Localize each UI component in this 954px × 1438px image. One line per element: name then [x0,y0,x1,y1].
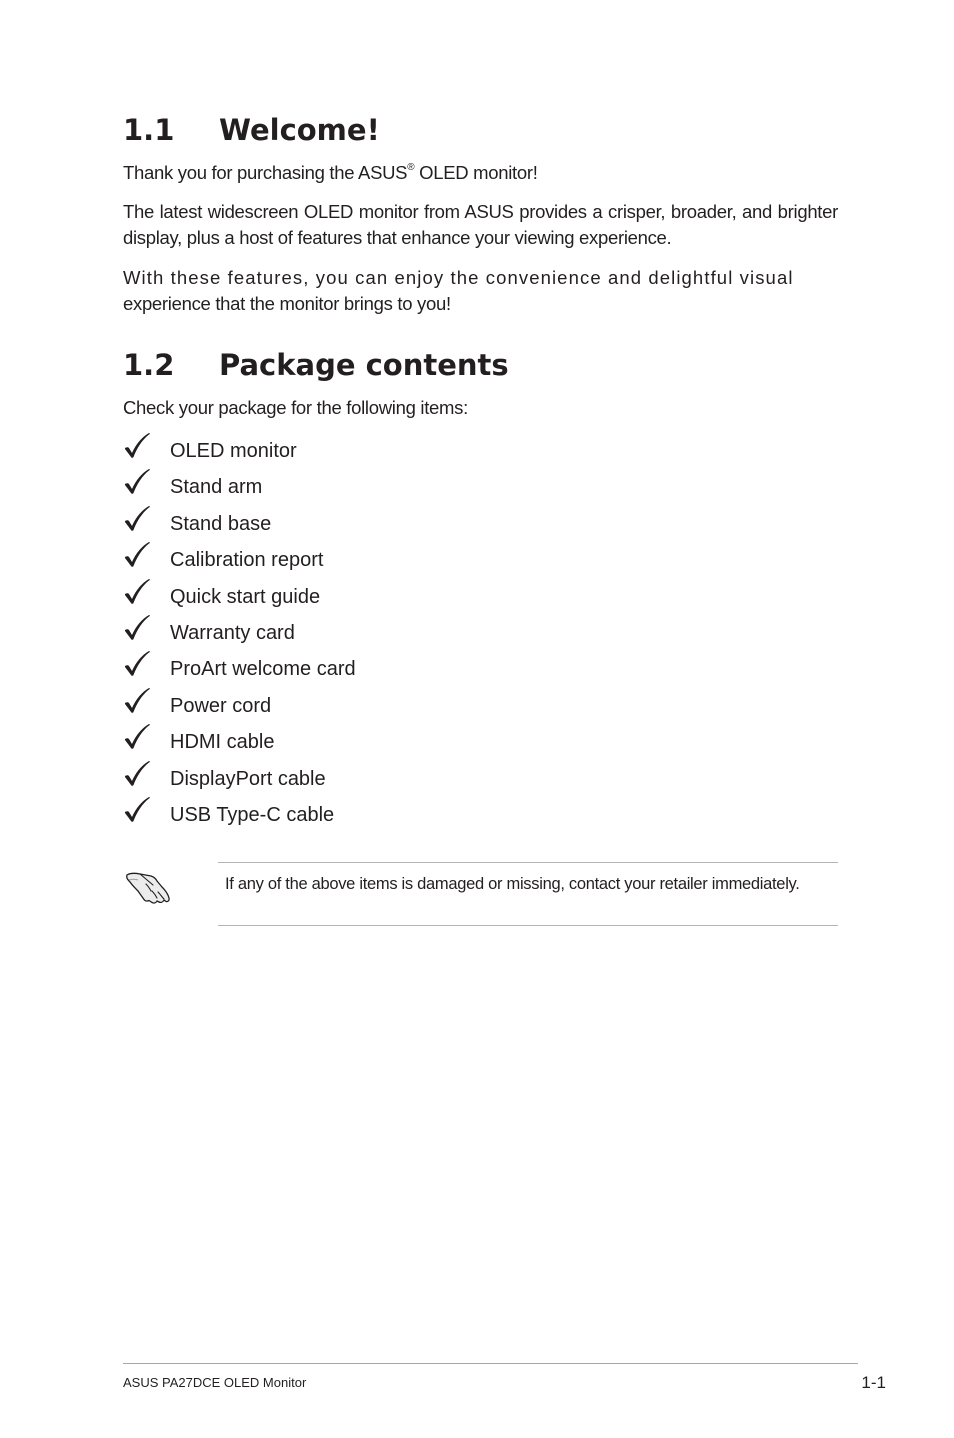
welcome-paragraph-2: The latest widescreen OLED monitor from ASUS provides a crisper, broader, and brighter display, plus a host of features that enhance your viewing experience. [123,201,838,248]
registered-mark: ® [407,161,415,173]
package-item-label: Power cord [170,694,272,717]
text-run: Thank you for purchasing the ASUS [123,162,408,183]
checkmark-icon [123,578,151,606]
checkmark-icon [123,468,151,496]
package-item-label: Quick start guide [170,585,321,608]
checkmark-icon [123,760,151,788]
package-item-label: DisplayPort cable [170,767,326,790]
section-title: Welcome! [219,113,380,147]
paragraph-line: experience that the monitor brings to you! [123,293,451,314]
paragraph-line: With these features, you can enjoy the convenience and delightful visual [123,267,794,288]
package-item-label: Warranty card [170,621,295,644]
welcome-paragraph-3 [123,265,838,317]
welcome-paragraph-1 [123,160,838,186]
pointing-hand-icon [124,866,172,906]
footer-divider [123,1363,858,1364]
package-intro: Check your package for the following items: [123,397,468,418]
section-number: 1.1 [123,113,175,147]
section-heading-welcome [123,112,380,148]
package-item-label: Stand base [170,512,272,535]
checkmark-icon [123,432,151,460]
package-item-label: Calibration report [170,549,324,572]
package-item-label: ProArt welcome card [170,658,356,681]
section-number: 1.2 [123,348,175,382]
checkmark-icon [123,505,151,533]
package-item-label: HDMI cable [170,731,275,754]
checkmark-icon [123,687,151,715]
package-item-label: Stand arm [170,476,263,499]
checkmark-icon [123,650,151,678]
checkmark-icon [123,614,151,642]
footer-product-name: ASUS PA27DCE OLED Monitor [123,1375,307,1390]
text-run: OLED monitor! [414,162,538,183]
package-item-label: USB Type-C cable [170,803,335,826]
checkmark-icon [123,541,151,569]
note-text: If any of the above items is damaged or missing, contact your retailer immediately. [225,875,800,893]
footer-page-number: 1-1 [861,1373,886,1392]
checkmark-icon [123,723,151,751]
section-heading-package-contents [123,347,509,383]
note-box [218,862,838,926]
package-item-label: OLED monitor [170,440,297,462]
checkmark-icon [123,796,151,824]
section-title: Package contents [219,348,509,382]
